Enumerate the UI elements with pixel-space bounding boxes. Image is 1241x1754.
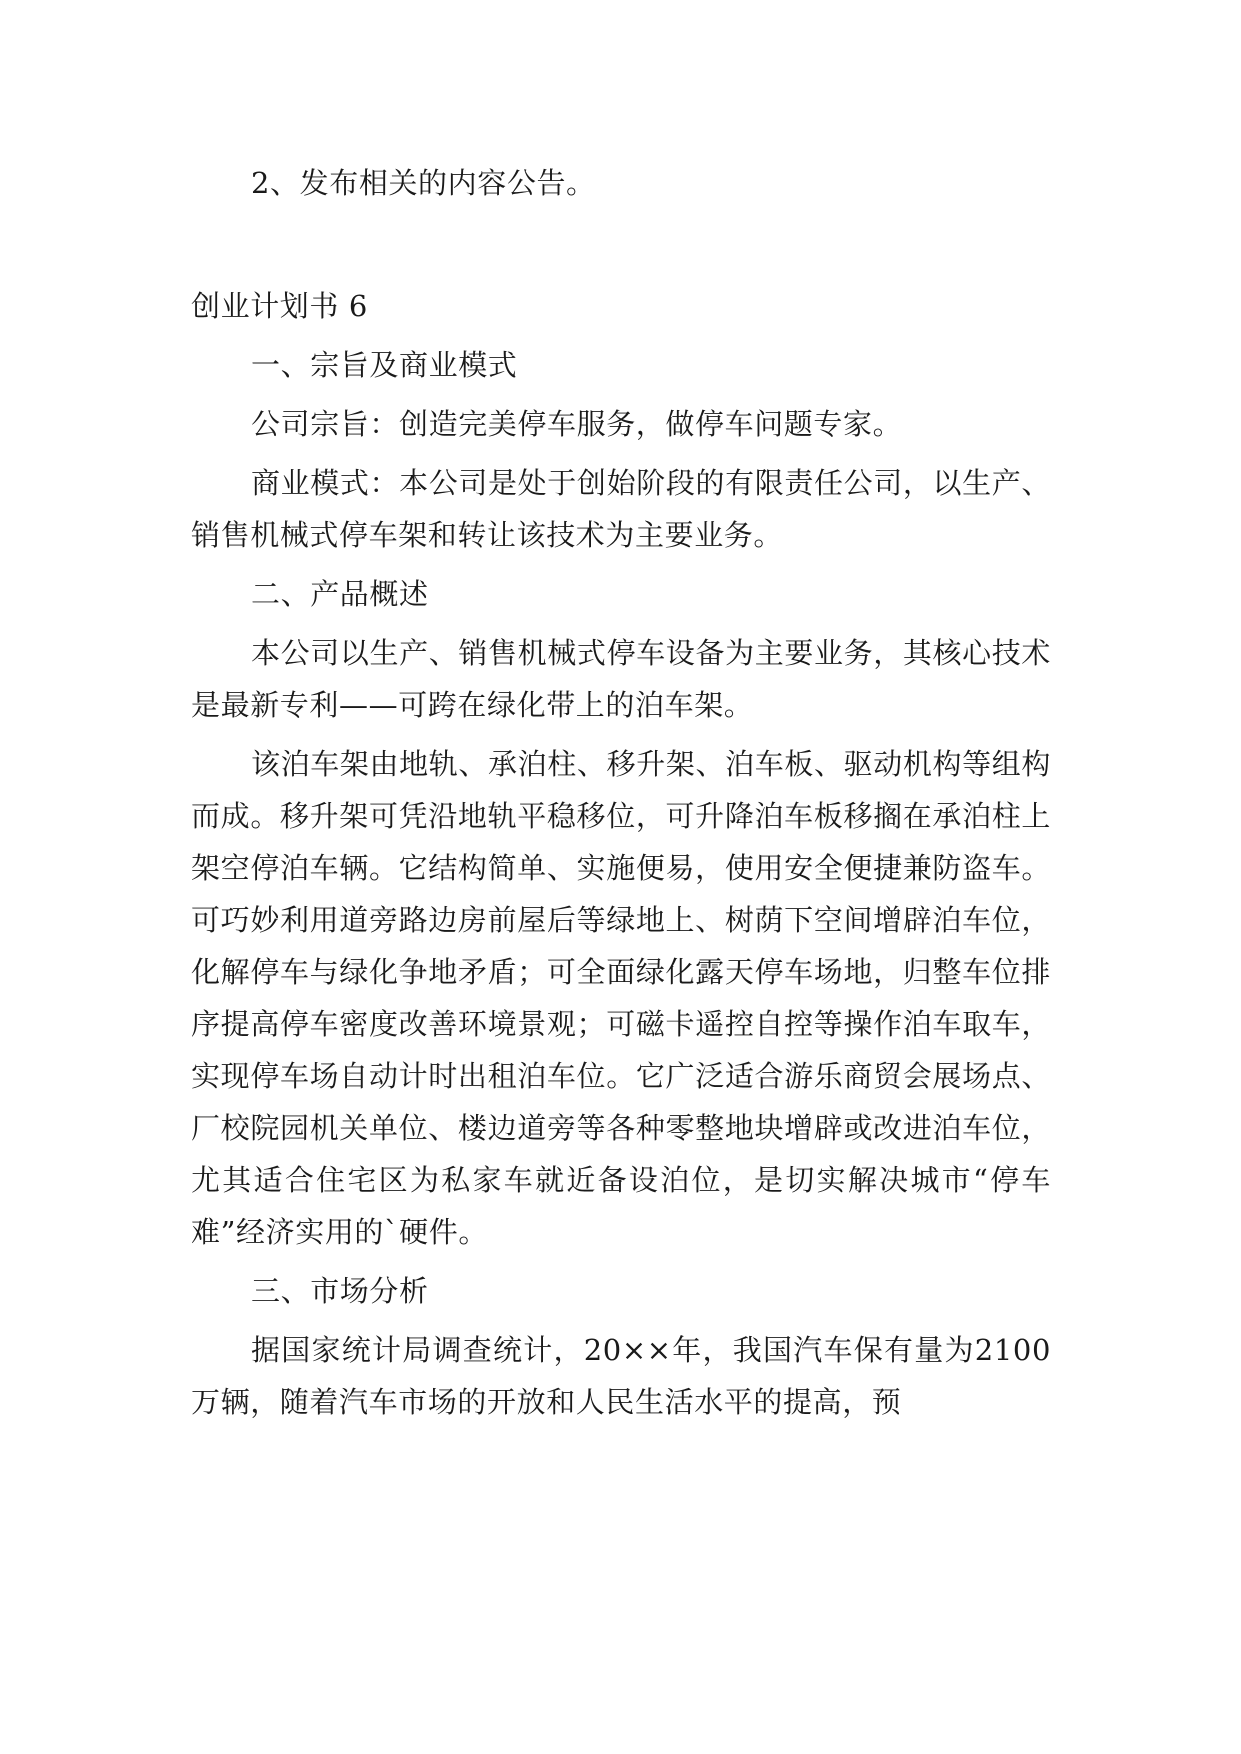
heading-product-overview: 二、产品概述	[251, 577, 429, 611]
document-body	[191, 157, 1051, 1435]
list-item-2: 2、发布相关的内容公告。	[251, 166, 596, 200]
paragraph-business-model: 商业模式：本公司是处于创始阶段的有限责任公司，以生产、销售机械式停车架和转让该技术为主要业务。	[191, 466, 1051, 552]
paragraph-product-core: 本公司以生产、销售机械式停车设备为主要业务，其核心技术是最新专利——可跨在绿化带上的泊车架。	[191, 636, 1051, 722]
section-title: 创业计划书 6	[191, 289, 368, 323]
heading-purpose-model: 一、宗旨及商业模式	[251, 348, 518, 382]
paragraph-product-detail: 该泊车架由地轨、承泊柱、移升架、泊车板、驱动机构等组构而成。移升架可凭沿地轨平稳移位，可升降泊车板移搁在承泊柱上架空停泊车辆。它结构简单、实施便易，使用安全便捷兼防盗车。可巧妙利用道旁路边房前屋后等绿地上、树荫下空间增辟泊车位，化解停车与绿化争地矛盾；可全面绿化露天停车场地，归整车位排序提高停车密度改善环境景观；可磁卡遥控自控等操作泊车取车，实现停车场自动计时出租泊车位。它广泛适合游乐商贸会展场点、厂校院园机关单位、楼边道旁等各种零整地块增辟或改进泊车位，尤其适合住宅区为私家车就近备设泊位，是切实解决城市“停车难”经济实用的`硬件。	[191, 747, 1051, 1249]
paragraph-company-purpose: 公司宗旨：创造完美停车服务，做停车问题专家。	[251, 407, 903, 441]
paragraph-market-stats: 据国家统计局调查统计，20××年，我国汽车保有量为2100万辆，随着汽车市场的开放和人民生活水平的提高，预	[191, 1333, 1051, 1419]
heading-market-analysis: 三、市场分析	[251, 1274, 429, 1308]
